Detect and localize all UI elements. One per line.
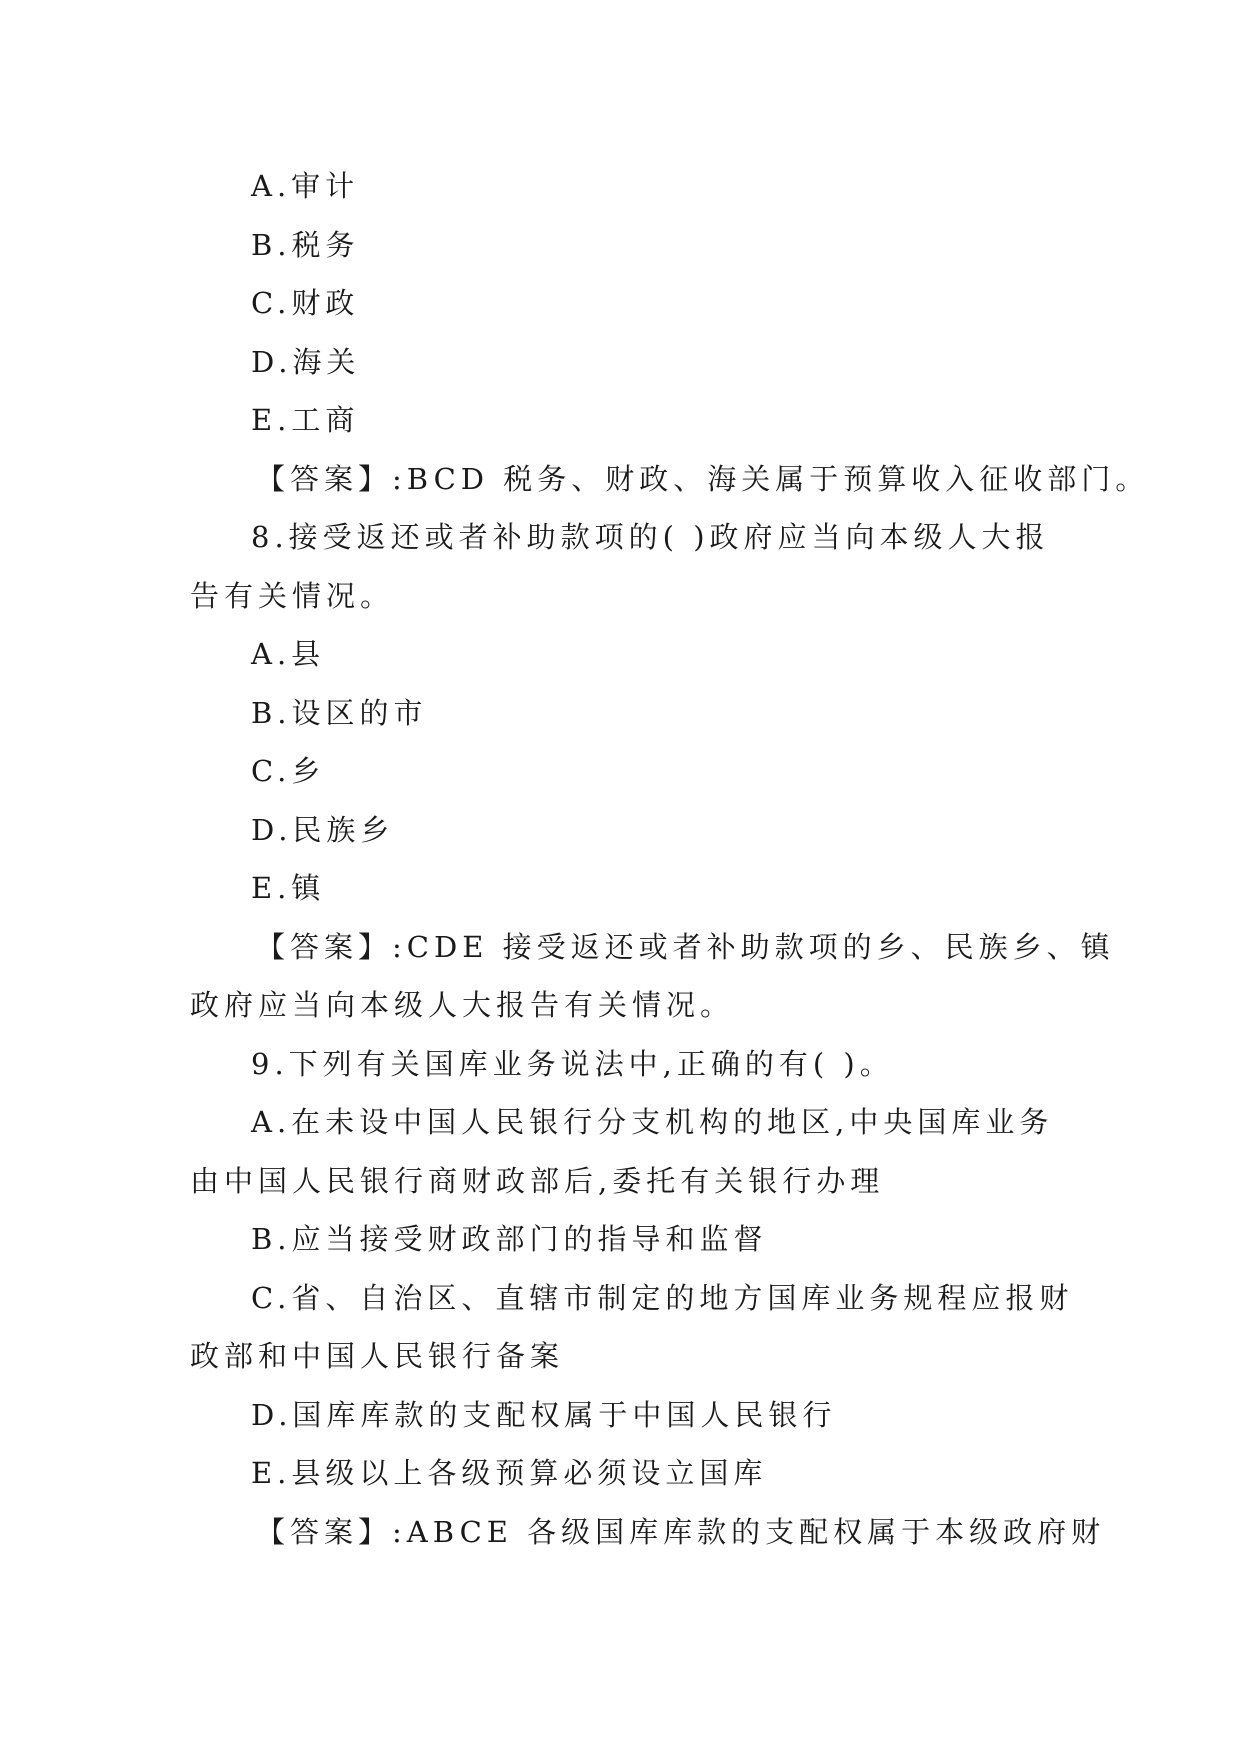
answer-line: 【答案】:BCD 税务、财政、海关属于预算收入征收部门。 [256, 461, 1150, 496]
option-line: A.县 [251, 637, 326, 671]
option-line: C.财政 [251, 286, 360, 320]
continuation-line: 政府应当向本级人大报告有关情况。 [190, 988, 735, 1022]
option-line: C.省、自治区、直辖市制定的地方国库业务规程应报财 [251, 1280, 1074, 1315]
option-line: D.民族乡 [251, 812, 395, 847]
option-line: C.乡 [251, 754, 326, 788]
option-line: B.设区的市 [251, 695, 428, 730]
question-line: 8.接受返还或者补助款项的( )政府应当向本级人大报 [251, 520, 1050, 554]
continuation-line: 告有关情况。 [190, 578, 395, 613]
continuation-line: 由中国人民银行商财政部后,委托有关银行办理 [190, 1163, 885, 1198]
option-line: E.镇 [251, 871, 326, 905]
option-line: D.海关 [251, 344, 361, 379]
question-line: 9.下列有关国库业务说法中,正确的有( )。 [251, 1046, 894, 1081]
option-line: A.在未设中国人民银行分支机构的地区,中央国库业务 [251, 1105, 1054, 1139]
option-line: B.税务 [251, 227, 360, 262]
option-line: B.应当接受财政部门的指导和监督 [251, 1222, 768, 1256]
option-line: D.国库库款的支配权属于中国人民银行 [251, 1397, 837, 1432]
document-body [190, 157, 1150, 1561]
option-line: E.工商 [251, 403, 360, 437]
answer-line: 【答案】:CDE 接受返还或者补助款项的乡、民族乡、镇 [256, 929, 1115, 964]
answer-line: 【答案】:ABCE 各级国库库款的支配权属于本级政府财 [256, 1514, 1106, 1549]
option-line: A.审计 [251, 169, 360, 203]
continuation-line: 政部和中国人民银行备案 [190, 1339, 565, 1373]
option-line: E.县级以上各级预算必须设立国库 [251, 1456, 768, 1490]
